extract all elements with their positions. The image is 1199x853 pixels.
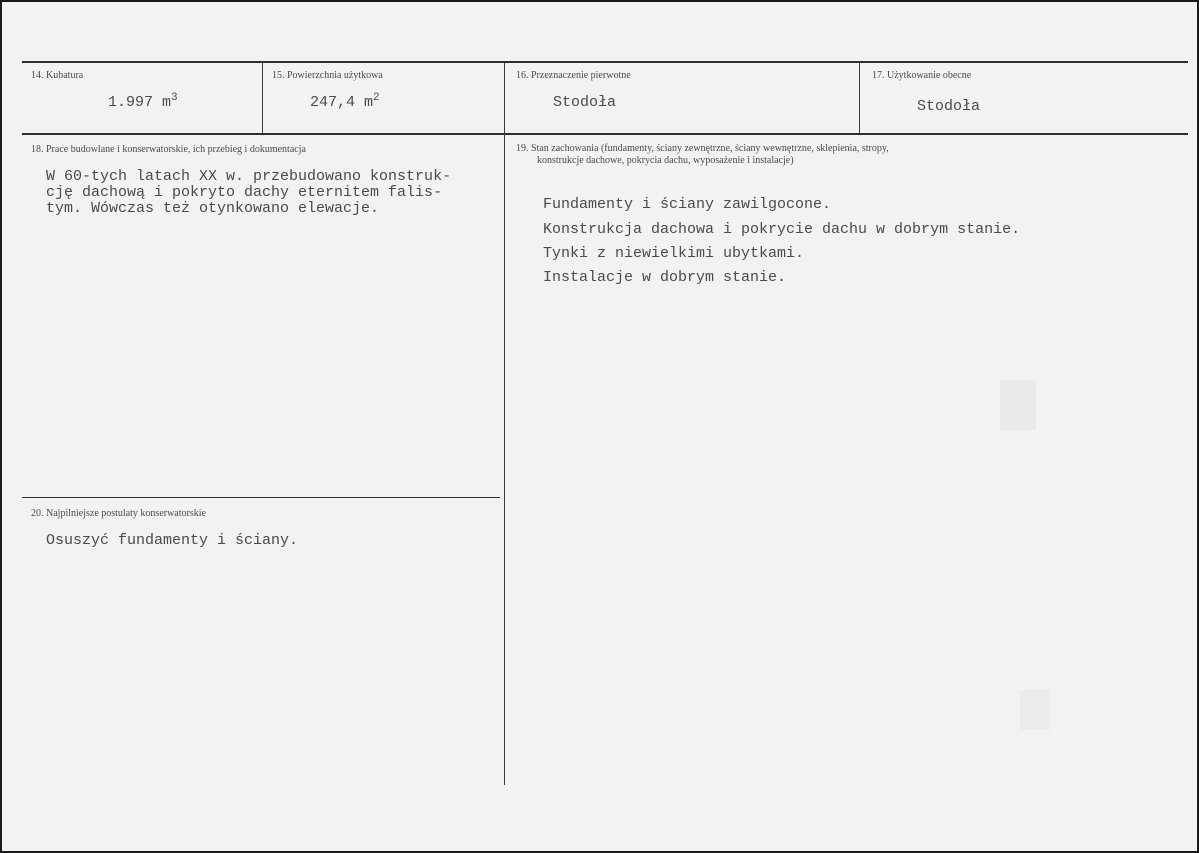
field-19-line: Tynki z niewielkimi ubytkami. bbox=[543, 245, 805, 262]
paper-smudge bbox=[1020, 690, 1050, 730]
field-17-value: Stodoła bbox=[917, 98, 981, 115]
paper-smudge bbox=[1000, 380, 1036, 430]
field-19-line: Fundamenty i ściany zawilgocone. bbox=[543, 196, 832, 213]
field-14-unit-exponent: 3 bbox=[171, 92, 178, 104]
field-20-label: 20. Najpilniejsze postulaty konserwatorskie bbox=[31, 508, 206, 519]
field-15-unit-exponent: 2 bbox=[373, 92, 380, 104]
field-16-value: Stodoła bbox=[553, 94, 617, 111]
field-14-label: 14. Kubatura bbox=[31, 70, 84, 81]
field-15-label: 15. Powierzchnia użytkowa bbox=[272, 70, 383, 81]
divider-14-15 bbox=[262, 63, 263, 133]
field-18-label: 18. Prace budowlane i konserwatorskie, ich przebieg i dokumentacja bbox=[31, 144, 306, 155]
field-15-value bbox=[310, 92, 380, 111]
field-18-line: cję dachową i pokryto dachy eternitem falis- bbox=[46, 184, 443, 201]
field-18-line: tym. Wówczas też otynkowano elewacje. bbox=[46, 200, 380, 217]
top-border-line bbox=[22, 61, 1188, 63]
field-18-line: W 60-tych latach XX w. przebudowano konstruk- bbox=[46, 168, 452, 185]
field-14-value bbox=[108, 92, 178, 111]
field-17-label: 17. Użytkowanie obecne bbox=[872, 70, 972, 81]
field-16-label: 16. Przeznaczenie pierwotne bbox=[516, 70, 631, 81]
section-20-top-line bbox=[22, 497, 500, 498]
field-15-number: 247,4 m bbox=[310, 94, 374, 111]
divider-15-16 bbox=[504, 63, 505, 785]
divider-16-17 bbox=[859, 63, 860, 133]
field-19-label-line-2: konstrukcje dachowe, pokrycia dachu, wyposażenie i instalacje) bbox=[537, 155, 794, 166]
row-divider-line bbox=[22, 133, 1188, 135]
field-14-number: 1.997 m bbox=[108, 94, 172, 111]
field-19-line: Instalacje w dobrym stanie. bbox=[543, 269, 787, 286]
field-20-value: Osuszyć fundamenty i ściany. bbox=[46, 532, 299, 549]
field-19-line: Konstrukcja dachowa i pokrycie dachu w dobrym stanie. bbox=[543, 221, 1021, 238]
field-19-label-line-1: 19. Stan zachowania (fundamenty, ściany zewnętrzne, ściany wewnętrzne, sklepienia, stropy, bbox=[516, 143, 889, 154]
